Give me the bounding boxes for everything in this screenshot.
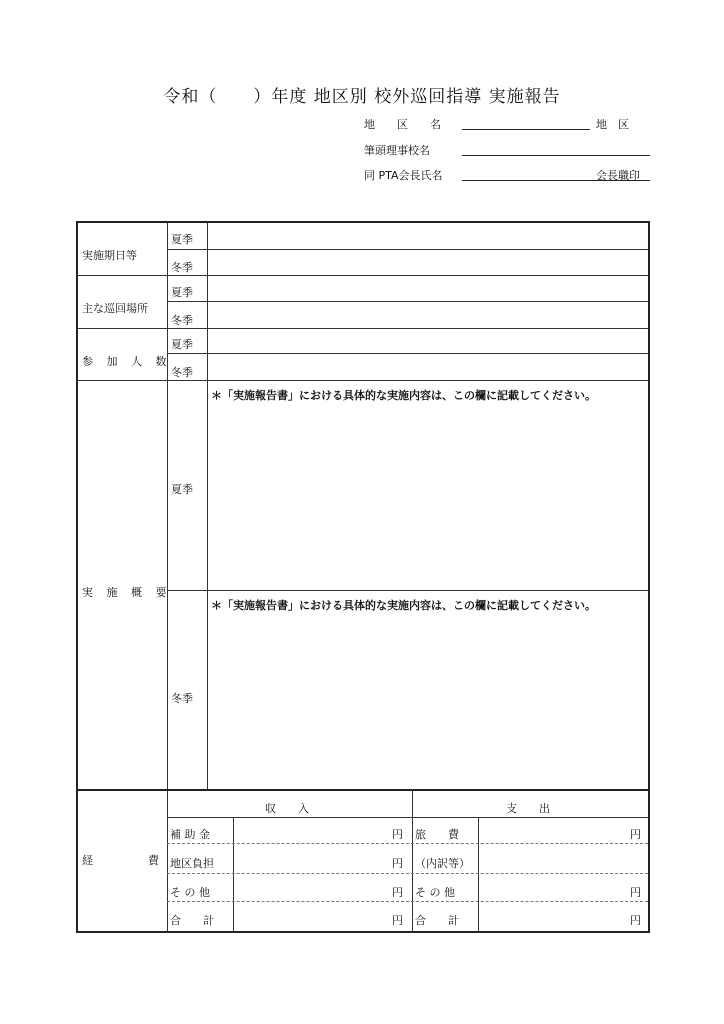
season-winter: 冬季 bbox=[171, 314, 193, 327]
income-item-divider bbox=[233, 817, 234, 931]
subrow-divider bbox=[167, 590, 648, 591]
season-summer: 夏季 bbox=[171, 338, 193, 351]
season-summer: 夏季 bbox=[171, 233, 193, 246]
expenses-label-left: 経 bbox=[82, 854, 93, 867]
dashed-divider bbox=[167, 843, 648, 844]
income-total-amount-field[interactable] bbox=[235, 903, 385, 929]
expenses-divider bbox=[78, 789, 648, 791]
season-winter: 冬季 bbox=[171, 261, 193, 274]
district-share-amount-field[interactable] bbox=[235, 845, 385, 871]
label-column-divider bbox=[167, 223, 168, 931]
subrow-divider bbox=[167, 301, 648, 302]
income-header: 収 入 bbox=[265, 802, 309, 815]
subsidy-amount-field[interactable] bbox=[235, 819, 385, 841]
season-winter: 冬季 bbox=[171, 692, 193, 705]
expenses-label-right: 費 bbox=[148, 854, 159, 867]
summary-label: 実 施 概 要 bbox=[82, 586, 172, 599]
season-summer: 夏季 bbox=[171, 286, 193, 299]
expense-item-divider bbox=[478, 817, 479, 931]
dashed-divider bbox=[167, 873, 648, 874]
yen-unit: 円 bbox=[392, 857, 403, 870]
row-divider bbox=[78, 275, 648, 276]
school-field[interactable] bbox=[462, 155, 650, 156]
income-item: 合 計 bbox=[170, 914, 214, 927]
summary-winter-note: ＊「実施報告書」における具体的な実施内容は、この欄に記載してください。 bbox=[211, 599, 596, 612]
season-column-divider bbox=[207, 223, 208, 789]
summary-summer-field[interactable] bbox=[209, 423, 646, 583]
season-winter: 冬季 bbox=[171, 366, 193, 379]
season-summer: 夏季 bbox=[171, 483, 193, 496]
income-expense-divider bbox=[412, 789, 413, 931]
expenses-header-divider bbox=[167, 817, 648, 818]
page-title: 令和（ ）年度 地区別 校外巡回指導 実施報告 bbox=[163, 87, 561, 107]
expense-item: 合 計 bbox=[415, 914, 459, 927]
places-label: 主な巡回場所 bbox=[82, 302, 148, 315]
expense-item: （内訳等） bbox=[415, 857, 470, 870]
seal-label: 会長職印 bbox=[596, 169, 640, 182]
travel-amount-field[interactable] bbox=[480, 819, 625, 841]
row-divider bbox=[78, 380, 648, 381]
district-label: 地 区 名 bbox=[364, 118, 441, 131]
yen-unit: 円 bbox=[392, 914, 403, 927]
summary-winter-field[interactable] bbox=[209, 633, 646, 783]
dates-winter-field[interactable] bbox=[209, 251, 646, 273]
yen-unit: 円 bbox=[630, 886, 641, 899]
summary-summer-note: ＊「実施報告書」における具体的な実施内容は、この欄に記載してください。 bbox=[211, 389, 596, 402]
participants-winter-field[interactable] bbox=[209, 355, 646, 377]
places-winter-field[interactable] bbox=[209, 303, 646, 325]
participants-label: 参 加 人 数 bbox=[82, 355, 172, 368]
participants-summer-field[interactable] bbox=[209, 330, 646, 352]
yen-unit: 円 bbox=[630, 828, 641, 841]
school-label: 筆頭理事校名 bbox=[364, 144, 430, 157]
subrow-divider bbox=[167, 249, 648, 250]
expense-other-amount-field[interactable] bbox=[480, 875, 625, 899]
yen-unit: 円 bbox=[392, 886, 403, 899]
pta-label: 同 PTA会長氏名 bbox=[364, 169, 443, 182]
expense-breakdown-field[interactable] bbox=[480, 845, 646, 871]
dashed-divider bbox=[167, 901, 648, 902]
report-form bbox=[76, 221, 650, 933]
expense-total-amount-field[interactable] bbox=[480, 903, 625, 929]
expense-header: 支 出 bbox=[506, 802, 550, 815]
dates-summer-field[interactable] bbox=[209, 225, 646, 247]
expense-item: 旅 費 bbox=[415, 828, 459, 841]
row-divider bbox=[78, 328, 648, 329]
income-other-amount-field[interactable] bbox=[235, 875, 385, 899]
places-summer-field[interactable] bbox=[209, 277, 646, 299]
district-field[interactable] bbox=[462, 129, 590, 130]
income-item: 補 助 金 bbox=[170, 828, 210, 841]
subrow-divider bbox=[167, 353, 648, 354]
district-suffix: 地 区 bbox=[596, 118, 629, 131]
yen-unit: 円 bbox=[392, 828, 403, 841]
income-item: 地区負担 bbox=[170, 857, 214, 870]
income-item: そ の 他 bbox=[170, 886, 210, 899]
yen-unit: 円 bbox=[630, 914, 641, 927]
dates-label: 実施期日等 bbox=[82, 249, 137, 262]
expense-item: そ の 他 bbox=[415, 886, 455, 899]
